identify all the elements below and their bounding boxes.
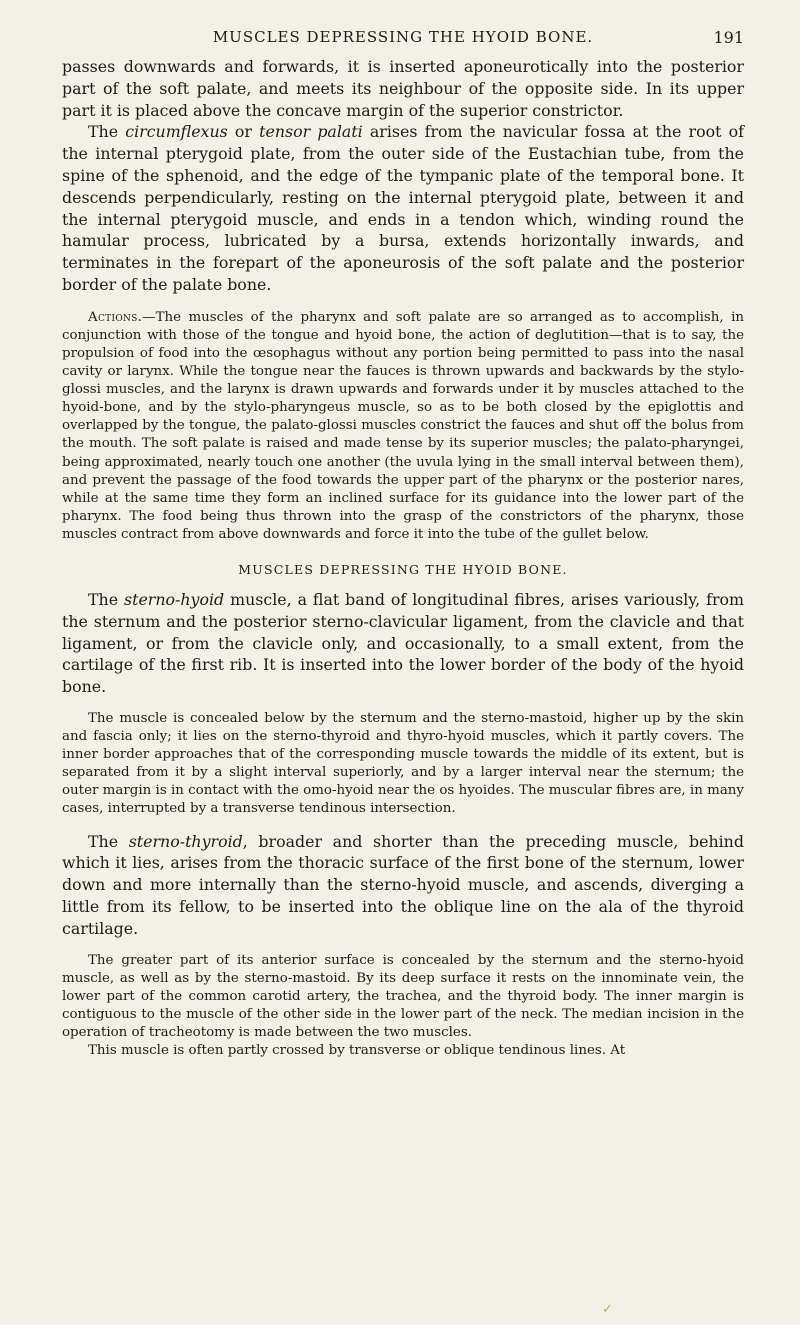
- paragraph-sterno-thyroid: [62, 831, 744, 940]
- text: , broader and shorter than the preceding muscle, behind which it lies, arises from the thoracic surface of the first bone of the sternum, lower down and more internally than the sterno-hyoid muscle, and ascends, diverging a little from its fellow, to be inserted into the oblique line on the ala of the thyroid cartilage.: [62, 831, 744, 938]
- actions-label: Actions.: [88, 309, 143, 325]
- page-mark: ✓: [602, 1302, 613, 1317]
- text: The: [88, 589, 124, 609]
- term-sterno-hyoid: sterno-hyoid: [124, 589, 225, 609]
- paragraph-tensor-palati: [62, 121, 744, 295]
- actions-text: —The muscles of the pharynx and soft palate are so arranged as to accomplish, in conjunction with those of the tongue and hyoid bone, the action of deglutition—that is to say, the propulsion of food into the œsophagus without any portion being permitted to pass into the nasal cavity or larynx. While the tongue near the fauces is thrown upwards and backwards by the stylo-glossi muscles, and the larynx is drawn upwards and forwards under it by muscles attached to the hyoid-bone, and by the stylo-pharyngeus muscle, so as to be both closed by the epiglottis and overlapped by the tongue, the palato-glossi muscles constrict the fauces and shut off the bolus from the mouth. The soft palate is raised and made tense by its superior muscles; the palato-pharyngei, being approximated, nearly touch one another (the uvula lying in the small interval between them), and prevent the passage of the food towards the upper part of the pharynx or the posterior nares, while at the same time they form an inclined surface for its guidance into the lower part of the pharynx. The food being thus thrown into the grasp of the constrictors of the pharynx, those muscles contract from above downwards and force it into the tube of the gullet below.: [62, 309, 744, 542]
- text: The: [88, 831, 129, 851]
- term-tensor-palati: tensor palati: [259, 122, 363, 142]
- page-number: 191: [713, 28, 744, 47]
- paragraph-sterno-hyoid: [62, 589, 744, 698]
- paragraph-levator-end: passes downwards and forwards, it is inserted aponeurotically into the posterior part of the soft palate, and meets its neighbour of the opposite side. In its upper part it is placed above the concave margin of the superior constrictor.: [62, 57, 744, 120]
- text: or: [227, 122, 260, 142]
- text: The: [88, 122, 126, 142]
- paragraph-sterno-hyoid-relations: The muscle is concealed below by the sternum and the sterno-mastoid, higher up by the skin and fascia only; it lies on the sterno-thyroid and thyro-hyoid muscles, which it partly covers. The inner border approaches that of the corresponding muscle towards the middle of its extent, but is separated from it by a slight interval superiorly, and by a larger interval near the sternum; the outer margin is in contact with the omo-hyoid near the os hyoides. The muscular fibres are, in many cases, interrupted by a transverse tendinous intersection.: [62, 710, 744, 817]
- term-sterno-thyroid: sterno-thyroid: [128, 831, 243, 851]
- paragraph-sterno-thyroid-relations: The greater part of its anterior surface is concealed by the sternum and the sterno-hyoid muscle, as well as by the sterno-mastoid. By its deep surface it rests on the innominate vein, the lower part of the common carotid artery, the trachea, and the thyroid body. The inner margin is contiguous to the muscle of the other side in the lower part of the neck. The median incision in the operation of tracheotomy is made between the two muscles.: [62, 952, 744, 1040]
- running-title: MUSCLES DEPRESSING THE HYOID BONE.: [212, 28, 594, 46]
- paragraph-actions: [62, 309, 744, 544]
- running-header: [62, 22, 744, 56]
- paragraph-tendinous-lines: This muscle is often partly crossed by transverse or oblique tendinous lines. At: [88, 1042, 626, 1058]
- section-heading: MUSCLES DEPRESSING THE HYOID BONE.: [238, 561, 568, 577]
- text: muscle, a flat band of longitudinal fibres, arises variously, from the sternum and the posterior sterno-clavicular ligament, from the clavicle and that ligament, or from the clavicle only, and occasionally, to a small extent, from the cartilage of the first rib. It is inserted into the lower border of the body of the hyoid bone.: [62, 589, 744, 697]
- term-circumflexus: circumflexus: [125, 122, 228, 142]
- text: arises from the navicular fossa at the root of the internal pterygoid plate, from the outer side of the Eustachian tube, from the spine of the sphenoid, and the edge of the tympanic plate of the temporal bone. It descends perpendicularly, resting on the internal pterygoid plate, between it and the internal pterygoid muscle, and ends in a tendon which, winding round the hamular process, lubricated by a bursa, extends horizontally inwards, and terminates in the forepart of the aponeurosis of the soft palate and the posterior border of the palate bone.: [62, 122, 744, 294]
